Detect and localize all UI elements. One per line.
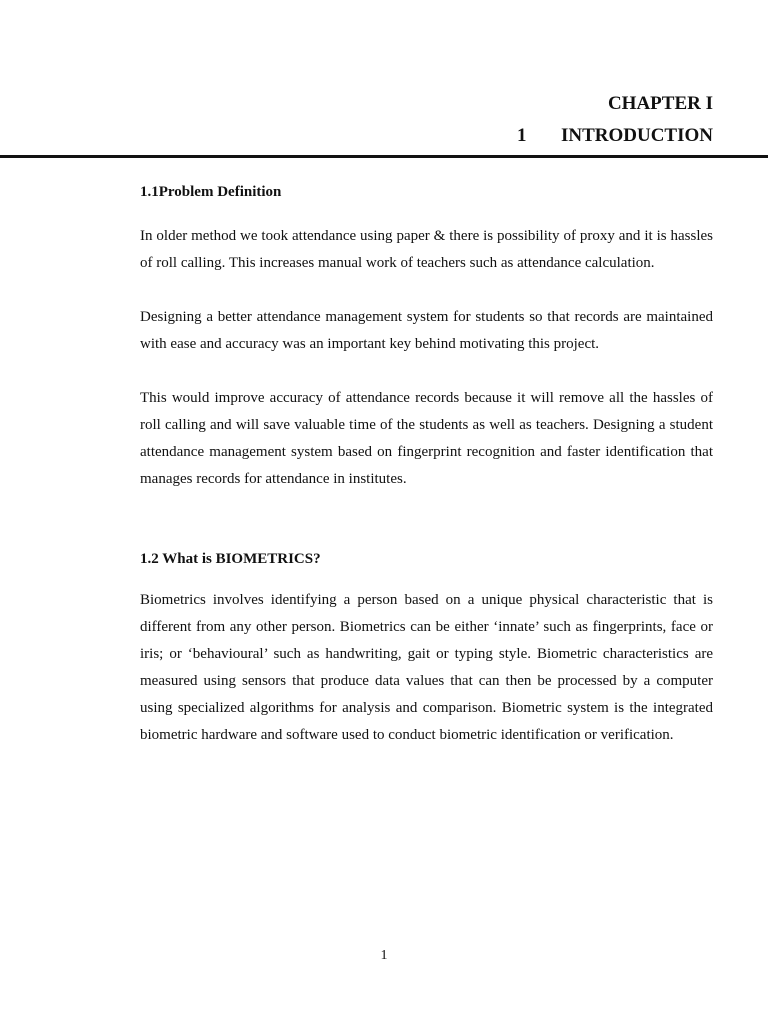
section-heading-problem-definition: 1.1Problem Definition: [140, 184, 282, 200]
document-body: [140, 178, 713, 749]
chapter-number: 1: [516, 125, 527, 146]
page-number: 1: [380, 948, 388, 963]
chapter-header: [517, 88, 713, 152]
paragraph-problem-1: In older method we took attendance using paper & there is possibility of proxy and it is hassles of roll calling. This increases manual work of teachers such as attendance calculation.: [140, 228, 713, 271]
chapter-title: INTRODUCTION: [560, 125, 713, 146]
paragraph-biometrics: Biometrics involves identifying a person based on a unique physical characteristic that is different from any other person. Biometrics can be either ‘innate’ such as fingerprints, face or iris; or ‘behavioural’ such as handwriting, gait or typing style. Biometric characteristics are measured using sensors that produce data values that can then be processed by a computer using specialized algorithms for analysis and comparison. Biometric system is the integrated biometric hardware and software used to conduct biometric identification or verification.: [140, 592, 713, 743]
chapter-label: CHAPTER I: [607, 93, 713, 114]
section-heading-biometrics: 1.2 What is BIOMETRICS?: [140, 551, 321, 567]
paragraph-problem-3: This would improve accuracy of attendance records because it will remove all the hassles of roll calling and will save valuable time of the students as well as teachers. Designing a student attendance management system based on fingerprint recognition and faster identification that manages records for attendance in institutes.: [140, 390, 713, 487]
header-divider: [0, 155, 768, 158]
chapter-title-line: [517, 120, 713, 152]
paragraph-problem-2: Designing a better attendance management system for students so that records are maintained with ease and accuracy was an important key behind motivating this project.: [140, 309, 713, 352]
